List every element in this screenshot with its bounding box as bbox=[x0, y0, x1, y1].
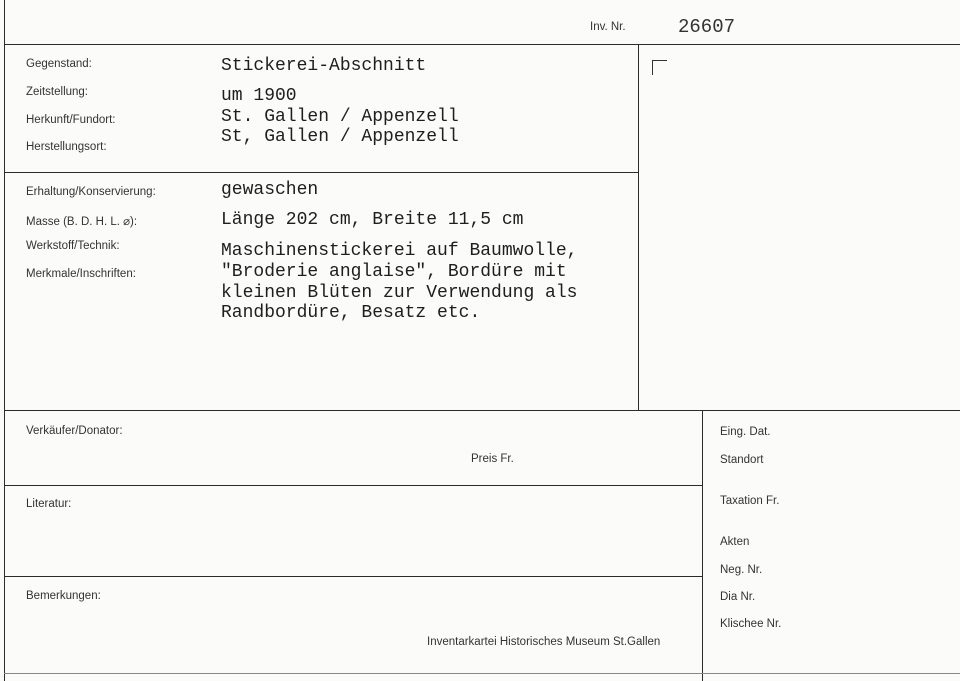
klischee-nr-label: Klischee Nr. bbox=[720, 618, 782, 630]
werkstoff-label: Werkstoff/Technik: bbox=[26, 240, 120, 252]
zeitstellung-value: um 1900 bbox=[221, 86, 297, 106]
header-divider bbox=[4, 44, 960, 45]
inv-number: 26607 bbox=[678, 16, 736, 38]
eing-dat-label: Eing. Dat. bbox=[720, 426, 771, 438]
herkunft-label: Herkunft/Fundort: bbox=[26, 114, 116, 126]
herstellungsort-label: Herstellungsort: bbox=[26, 141, 107, 153]
merkmale-label: Merkmale/Inschriften: bbox=[26, 268, 136, 280]
akten-label: Akten bbox=[720, 536, 750, 548]
description-line: Maschinenstickerei auf Baumwolle, bbox=[221, 241, 578, 261]
side-column-divider bbox=[702, 410, 703, 681]
masse-value: Länge 202 cm, Breite 11,5 cm bbox=[221, 210, 524, 230]
upper-lower-divider bbox=[4, 410, 960, 411]
neg-nr-label: Neg. Nr. bbox=[720, 564, 763, 576]
zeitstellung-label: Zeitstellung: bbox=[26, 86, 89, 98]
preis-label: Preis Fr. bbox=[471, 453, 514, 465]
inv-nr-label: Inv. Nr. bbox=[590, 21, 626, 33]
description-line: "Broderie anglaise", Bordüre mit bbox=[221, 262, 567, 282]
object-section-divider bbox=[4, 172, 638, 173]
card-bottom-edge bbox=[4, 673, 960, 674]
museum-footer: Inventarkartei Historisches Museum St.Gallen bbox=[427, 636, 661, 648]
description-line: kleinen Blüten zur Verwendung als bbox=[221, 283, 578, 303]
verkaeufer-label: Verkäufer/Donator: bbox=[26, 425, 123, 437]
frame-left-border bbox=[4, 0, 5, 681]
erhaltung-label: Erhaltung/Konservierung: bbox=[26, 186, 156, 198]
description-line: Randbordüre, Besatz etc. bbox=[221, 303, 481, 323]
erhaltung-value: gewaschen bbox=[221, 180, 319, 200]
herstellungsort-value: St, Gallen / Appenzell bbox=[221, 127, 459, 147]
literatur-divider bbox=[4, 576, 702, 577]
photo-column-divider bbox=[638, 44, 639, 411]
literatur-label: Literatur: bbox=[26, 498, 72, 510]
masse-label: Masse (B. D. H. L. ⌀): bbox=[26, 216, 138, 228]
herkunft-value: St. Gallen / Appenzell bbox=[221, 107, 459, 127]
gegenstand-value: Stickerei-Abschnitt bbox=[221, 56, 427, 76]
verkaeufer-divider bbox=[4, 485, 702, 486]
gegenstand-label: Gegenstand: bbox=[26, 58, 92, 70]
standort-label: Standort bbox=[720, 454, 764, 466]
taxation-label: Taxation Fr. bbox=[720, 495, 780, 507]
photo-corner-mark bbox=[652, 60, 667, 75]
dia-nr-label: Dia Nr. bbox=[720, 591, 756, 603]
bemerkungen-label: Bemerkungen: bbox=[26, 590, 101, 602]
